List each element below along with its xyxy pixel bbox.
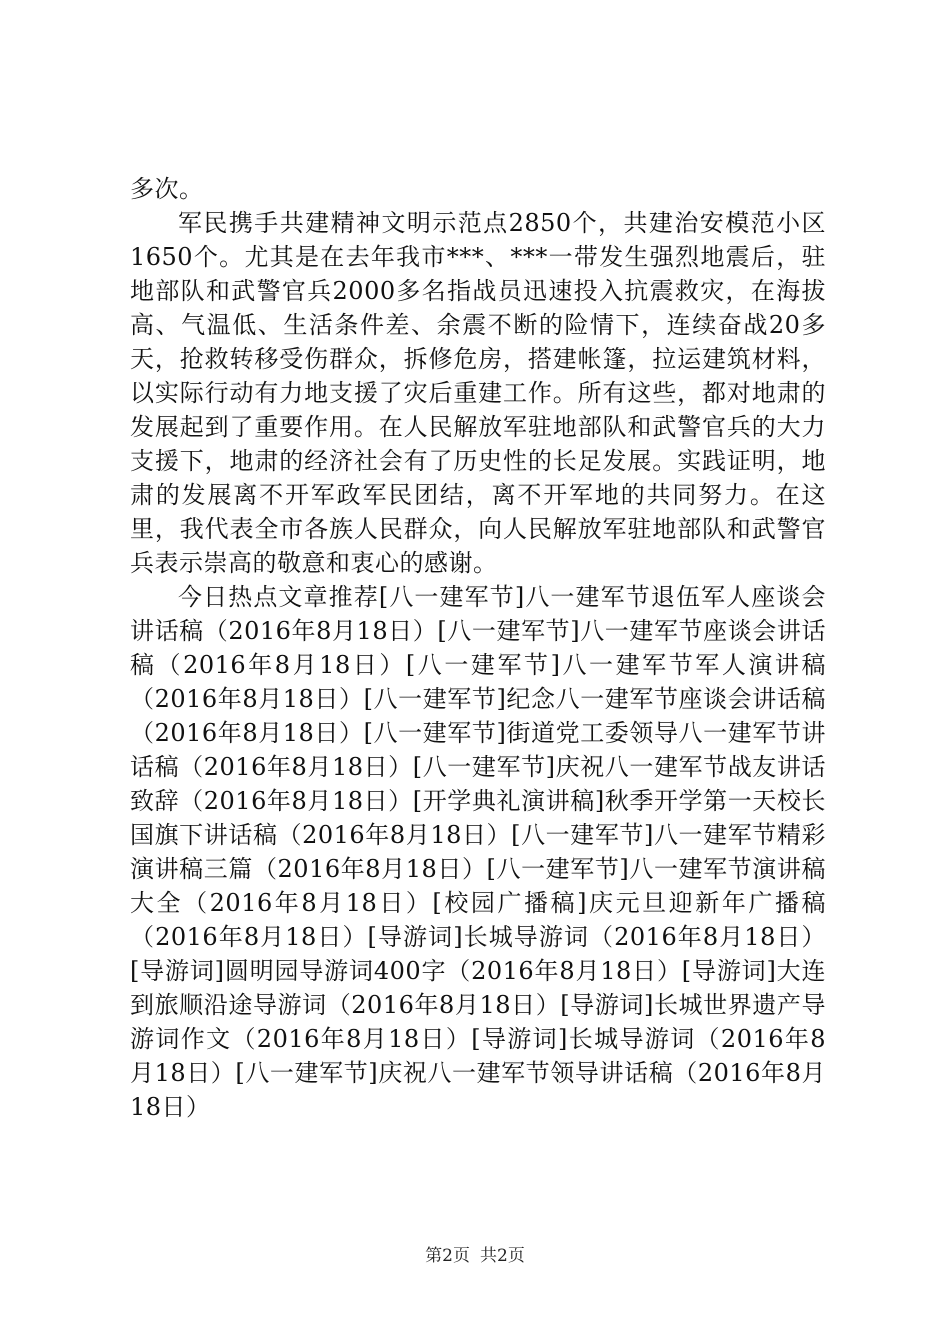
page-number: 第2页	[425, 1246, 470, 1266]
document-body	[130, 172, 826, 1124]
page-footer	[0, 1244, 950, 1268]
paragraph-military-civilian: 军民携手共建精神文明示范点2850个，共建治安模范小区1650个。尤其是在去年我市***、***一带发生强烈地震后，驻地部队和武警官兵2000多名指战员迅速投入抗震救灾，在海拔高、气温低、生活条件差、余震不断的险情下，连续奋战20多天，抢救转移受伤群众，拆修危房，搭建帐篷，拉运建筑材料，以实际行动有力地支援了灾后重建工作。所有这些，都对地肃的发展起到了重要作用。在人民解放军驻地部队和武警官兵的大力支援下，地肃的经济社会有了历史性的长足发展。实践证明，地肃的发展离不开军政军民团结，离不开军地的共同努力。在这里，我代表全市各族人民群众，向人民解放军驻地部队和武警官兵表示崇高的敬意和衷心的感谢。	[130, 209, 826, 577]
paragraph-recommended-articles: 今日热点文章推荐[八一建军节]八一建军节退伍军人座谈会讲话稿（2016年8月18日）[八一建军节]八一建军节座谈会讲话稿（2016年8月18日）[八一建军节]八一建军节军人演讲稿（2016年8月18日）[八一建军节]纪念八一建军节座谈会讲话稿（2016年8月18日）[八一建军节]街道党工委领导八一建军节讲话稿（2016年8月18日）[八一建军节]庆祝八一建军节战友讲话致辞（2016年8月18日）[开学典礼演讲稿]秋季开学第一天校长国旗下讲话稿（2016年8月18日）[八一建军节]八一建军节精彩演讲稿三篇（2016年8月18日）[八一建军节]八一建军节演讲稿大全（2016年8月18日）[校园广播稿]庆元旦迎新年广播稿（2016年8月18日）[导游词]长城导游词（2016年8月18日）[导游词]圆明园导游词400字（2016年8月18日）[导游词]大连到旅顺沿途导游词（2016年8月18日）[导游词]长城世界遗产导游词作文（2016年8月18日）[导游词]长城导游词（2016年8月18日）[八一建军节]庆祝八一建军节领导讲话稿（2016年8月18日）	[130, 583, 826, 1121]
page-total: 共2页	[480, 1246, 525, 1266]
paragraph-continuation: 多次。	[130, 175, 204, 203]
